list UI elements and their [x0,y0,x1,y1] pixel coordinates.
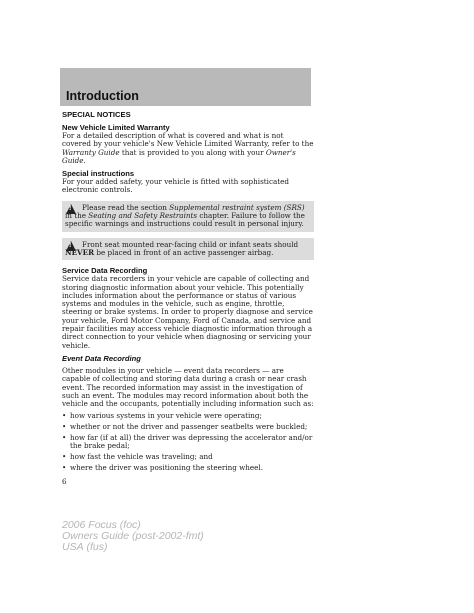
notice-srs-text-2: in the [65,211,89,221]
footer-model-code: (foc) [119,519,141,531]
subheading-special-instructions: Special instructions [62,169,135,179]
footer-market-code: (fus) [86,541,108,553]
document-footer [62,520,204,553]
list-item: • how various systems in your vehicle were operating; [62,412,314,420]
notice-child-never: NEVER [65,247,95,257]
event-data-list [62,412,314,472]
warranty-text-3: . [83,155,86,165]
warning-notice-srs [62,201,314,232]
subheading-warranty: New Vehicle Limited Warranty [62,123,170,132]
notice-srs-chapter-name: Seating and Safety Restraints [88,211,198,221]
notice-srs-text-3: chapter. Failure to follow the specific warnings and instructions could result in personal injury. [65,211,305,229]
chapter-title: Introduction [66,89,139,103]
subheading-event-data-recording: Event Data Recording [62,353,141,363]
list-item: • whether or not the driver and passenger seatbelts were buckled; [62,423,314,431]
footer-market: USA [62,541,84,553]
list-item: • how far (if at all) the driver was depressing the accelerator and/or the brake pedal; [62,434,314,451]
warranty-text-2: that is provided to you along with your [119,147,266,157]
warranty-text-1: For a detailed description of what is covered and what is not covered by your vehicle's New Vehicle Limited Warranty, refer to the [62,131,314,149]
list-item: • how fast the vehicle was traveling; and [62,453,314,461]
section-heading-special-notices: SPECIAL NOTICES [62,110,131,119]
warning-notice-child-seat-text [65,241,312,258]
notice-srs-text-1: Please read the section [82,202,170,212]
page-content [62,110,314,487]
footer-line-market [62,542,204,553]
warranty-paragraph [62,132,314,165]
warning-notice-srs-text [65,204,312,229]
list-item: • where the driver was positioning the steering wheel. [62,464,314,472]
notice-child-text-2: be placed in front of an active passenger airbag. [94,247,274,257]
warning-triangle-icon [66,241,76,251]
event-data-paragraph: Other modules in your vehicle — event data recorders — are capable of collecting and storing data during a crash or near crash event. The recorded information may assist in the investigation of such an event. The modules may record information about both the vehicle and the occupants, potentially including information such as: [62,365,314,409]
footer-model: 2006 Focus [62,519,117,531]
owners-guide-title: Owner's Guide [62,147,296,165]
notice-srs-section-name: Supplemental restraint system (SRS) [169,202,305,212]
warning-notice-child-seat [62,238,314,261]
chapter-header-bar [60,68,311,106]
notice-child-text-1: Front seat mounted rear-facing child or infant seats should [82,239,299,249]
footer-guide: Owners Guide (post-2002-fmt) [62,530,204,542]
warranty-guide-title: Warranty Guide [62,147,120,157]
warning-triangle-icon [66,204,76,214]
page-number: 6 [62,477,67,487]
service-data-paragraph: Service data recorders in your vehicle are capable of collecting and storing diagnostic information about your vehicle. This potentially includes information about the performance or status of various systems and modules in the vehicle, such as engine, throttle, steering or brake systems. In order to properly diagnose and service your vehicle, Ford Motor Company, Ford of Canada, and service and repair facilities may access vehicle diagnostic information through a direct connection to your vehicle when diagnosing or servicing your vehicle. [62,274,313,350]
instructions-paragraph: For your added safety, your vehicle is fitted with sophisticated electronic controls. [62,177,290,195]
subheading-service-data-recording: Service Data Recording [62,266,148,276]
